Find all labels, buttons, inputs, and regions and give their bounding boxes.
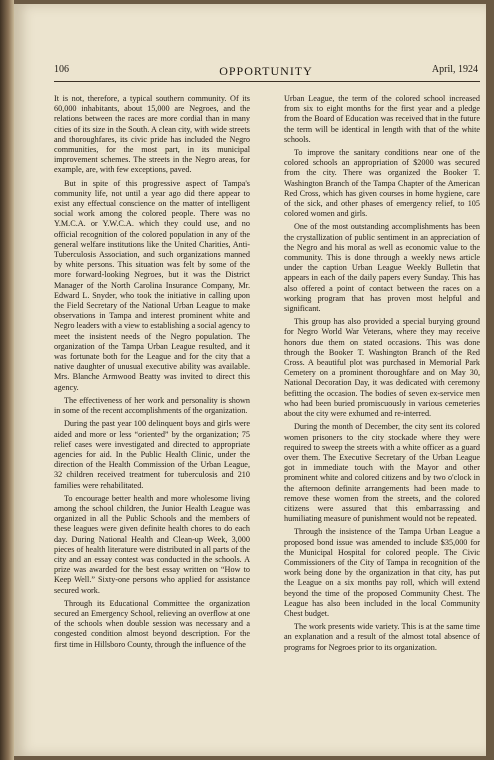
right-column bbox=[284, 94, 480, 744]
left-column bbox=[54, 94, 250, 744]
page-number: 106 bbox=[54, 64, 69, 75]
paragraph: This group has also provided a special burying ground for Negro World War Veterans, where they may receive honors due them on stated occasions. This was done through the Booker T. Washington Branch of the Red Cross. A beautiful plot was purchased in Memorial Park Cemetery on a prominent thoroughfare and on May 30, National Decoration Day, it was dedicated with ceremony befitting the occasion. The bodies of seven ex-service men who had been buried promiscuously in various cemeteries about the city were exhumed and re-interred. bbox=[284, 317, 480, 419]
paragraph: Through the insistence of the Tampa Urban League a proposed bond issue was amended to include $35,000 for the Municipal Hospital for colored people. The Civic Commissioners of the City of Tampa in recognition of the work being done by the organization in that city, has put the League on a six months pay roll, which will extend beyond the time of the proposed Community Chest. The League has also been included in the local Community Chest budget. bbox=[284, 527, 480, 618]
paragraph: During the past year 100 delinquent boys and girls were aided and more or less “oriented” by the organization; 75 relief cases were investigated and directed to appropriate agencies for aid. In the Public Health Clinic, under the direction of the Health Commission of the Urban League, 32 children received treatment for tuberculosis and 210 families were rehabilitated. bbox=[54, 419, 250, 490]
paragraph: The work presents wide variety. This is at the same time an explanation and a result of the almost total absence of programs for Negroes prior to its organization. bbox=[284, 622, 480, 652]
paragraph: But in spite of this progressive aspect of Tampa's community life, not until a year ago did there appear to exist any effectual conscience on the matter of intelligent social work among the colored people. There was no Y.M.C.A. or Y.W.C.A. which they could use, and no official recognition of the colored population in any of the general welfare institutions like the United Charities, Anti-Tuberculosis Association, and such organizations manned by white persons. This situation was felt by some of the more forward-looking Negroes, but it was the District Manager of the North Carolina Insurance Company, Mr. Edward L. Snyder, who took the initiative in calling upon the Field Secretary of the National Urban League to make observations in Tampa and interest prominent white and Negro leaders with a view to establishing a social agency to meet the insistent needs of the Negro population. The organization of the Tampa Urban League resulted, and it was fortunate both for the League and for the city that a native daughter of unusual executive ability was available. Mrs. Blanche Armwood Beatty was invited to direct this agency. bbox=[54, 178, 250, 392]
paragraph: Through its Educational Committee the organization secured an Emergency School, relieving an overflow at one of the schools when double session was necessary and a congested condition almost beyond description. For the first time in Hillsboro County, through the influence of the bbox=[54, 598, 250, 649]
magazine-page bbox=[14, 4, 486, 756]
issue-date: April, 1924 bbox=[431, 64, 478, 75]
paragraph: To encourage better health and more wholesome living among the school children, the Junior Health League was organized in all the Public Schools and the members of these leagues were given definite health chores to do each day. During National Health and Clean-up Week, 3,000 pieces of health literature were distributed in all parts of the city and an essay contest was conducted in the schools. A prize was awarded for the best essay written on “How to Keep Well.” Sixty-one persons who applied for assistance secured work. bbox=[54, 493, 250, 595]
paragraph: During the month of December, the city sent its colored women prisoners to the city stockade where they were required to sweep the streets with a white officer as a guard over them. The Executive Secretary of the Urban League got in immediate touch with the Mayor and other prominent white and colored citizens and by two o'clock in the afternoon definite arrangements had been made to remove these women from the streets, and the colored citizens were assured that this embarrassing and humiliating measure of punishment would not be repeated. bbox=[284, 422, 480, 524]
paragraph: To improve the sanitary conditions near one of the colored schools an appropriation of $2000 was secured from the city. There was organized the Booker T. Washington Branch of the Tampa Chapter of the American Red Cross, which has given courses in home hygiene, care of the sick, and other phases of emergency relief, to 105 colored women and girls. bbox=[284, 148, 480, 219]
header-rule bbox=[54, 81, 480, 82]
journal-title: OPPORTUNITY bbox=[219, 64, 313, 78]
paragraph: One of the most outstanding accomplishments has been the crystallization of public sentiment in an appreciation of the Negro and his moral as well as economic value to the community. This is done through a weekly news article under the caption Urban League Weekly Bulletin that appears in each of the daily papers every Sunday. This has also offered a point of contact between the races on a working program that has proven most helpful and significant. bbox=[284, 222, 480, 314]
paragraph: It is not, therefore, a typical southern community. Of its 60,000 inhabitants, about 15,000 are Negroes, and the relations between the races are more cordial than in many cities of its size in the South. A clean city, with wide streets and thoroughfares, its civic pride has included the Negro communities, for the most part, in its municipal improvement schemes. The streets in the Negro areas, for example, are, with few exceptions, paved. bbox=[54, 94, 250, 175]
book-binding-edge bbox=[0, 0, 14, 760]
running-header bbox=[54, 64, 478, 82]
paragraph: Urban League, the term of the colored school increased from six to eight months for the first year and a pledge from the Board of Education was received that in the future the term will be identical in length with that of the white schools. bbox=[284, 94, 480, 144]
paragraph: The effectiveness of her work and personality is shown in some of the recent accomplishments of the organization. bbox=[54, 395, 250, 416]
